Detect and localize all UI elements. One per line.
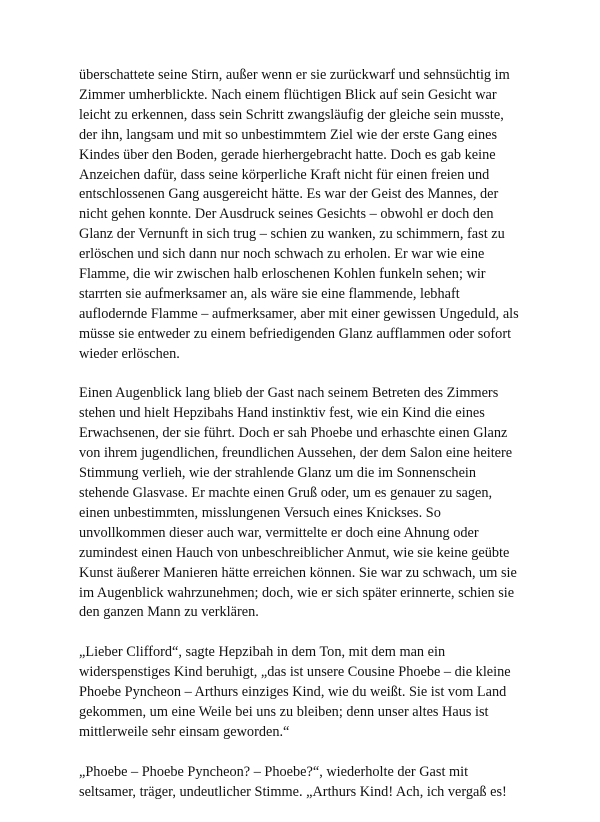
document-text-body: [79, 66, 523, 822]
paragraph-1: überschattete seine Stirn, außer wenn er sie zurückwarf und sehnsüchtig im Zimmer umherblickte. Nach einem flüchtigen Blick auf sein Gesicht war leicht zu erkennen, dass sein Schritt zwangsläufig der gleiche sein musste, der ihn, langsam und mit so unbestimmtem Ziel wie der erste Gang eines Kindes über den Boden, gerade hierhergebracht hatte. Doch es gab keine Anzeichen dafür, dass seine körperliche Kraft nicht für einen freien und entschlossenen Gang ausgereicht hätte. Es war der Geist des Mannes, der nicht gehen konnte. Der Ausdruck seines Gesichts – obwohl er doch den Glanz der Vernunft in sich trug – schien zu wanken, zu schimmern, fast zu erlöschen und sich dann nur noch schwach zu erholen. Er war wie eine Flamme, die wir zwischen halb erloschenen Kohlen funkeln sehen; wir starrten sie aufmerksamer an, als wäre sie eine flammende, lebhaft auflodernde Flamme – aufmerksamer, aber mit einer gewissen Ungeduld, als müsse sie entweder zu einem befriedigenden Glanz aufflammen oder sofort wieder erlöschen.: [79, 67, 519, 362]
paragraph-2: Einen Augenblick lang blieb der Gast nach seinem Betreten des Zimmers stehen und hielt Hepzibahs Hand instinktiv fest, wie ein Kind die eines Erwachsenen, der sie führt. Doch er sah Phoebe und erhaschte einen Glanz von ihrem jugendlichen, freundlichen Aussehen, der dem Salon eine heitere Stimmung verlieh, wie der strahlende Glanz um die im Sonnenschein stehende Glasvase. Er machte einen Gruß oder, um es genauer zu sagen, einen unbestimmten, misslungenen Versuch eines Knickses. So unvollkommen dieser auch war, vermittelte er doch eine Ahnung oder zumindest einen Hauch von unbeschreiblicher Anmut, wie sie keine geübte Kunst äußerer Manieren hätte erreichen können. Sie war zu schwach, um sie im Augenblick wahrzunehmen; doch, wie er sich später erinnerte, schien sie den ganzen Mann zu verklären.: [79, 385, 517, 621]
paragraph-4: „Phoebe – Phoebe Pyncheon? – Phoebe?“, wiederholte der Gast mit seltsamer, träger, undeutlicher Stimme. „Arthurs Kind! Ach, ich vergaß es!: [79, 763, 507, 800]
paragraph-3: „Lieber Clifford“, sagte Hepzibah in dem Ton, mit dem man ein widerspenstiges Kind beruhigt, „das ist unsere Cousine Phoebe – die kleine Phoebe Pyncheon – Arthurs einziges Kind, wie du weißt. Sie ist vom Land gekommen, um eine Weile bei uns zu bleiben; denn unser altes Haus ist mittlerweile sehr einsam geworden.“: [79, 644, 511, 740]
